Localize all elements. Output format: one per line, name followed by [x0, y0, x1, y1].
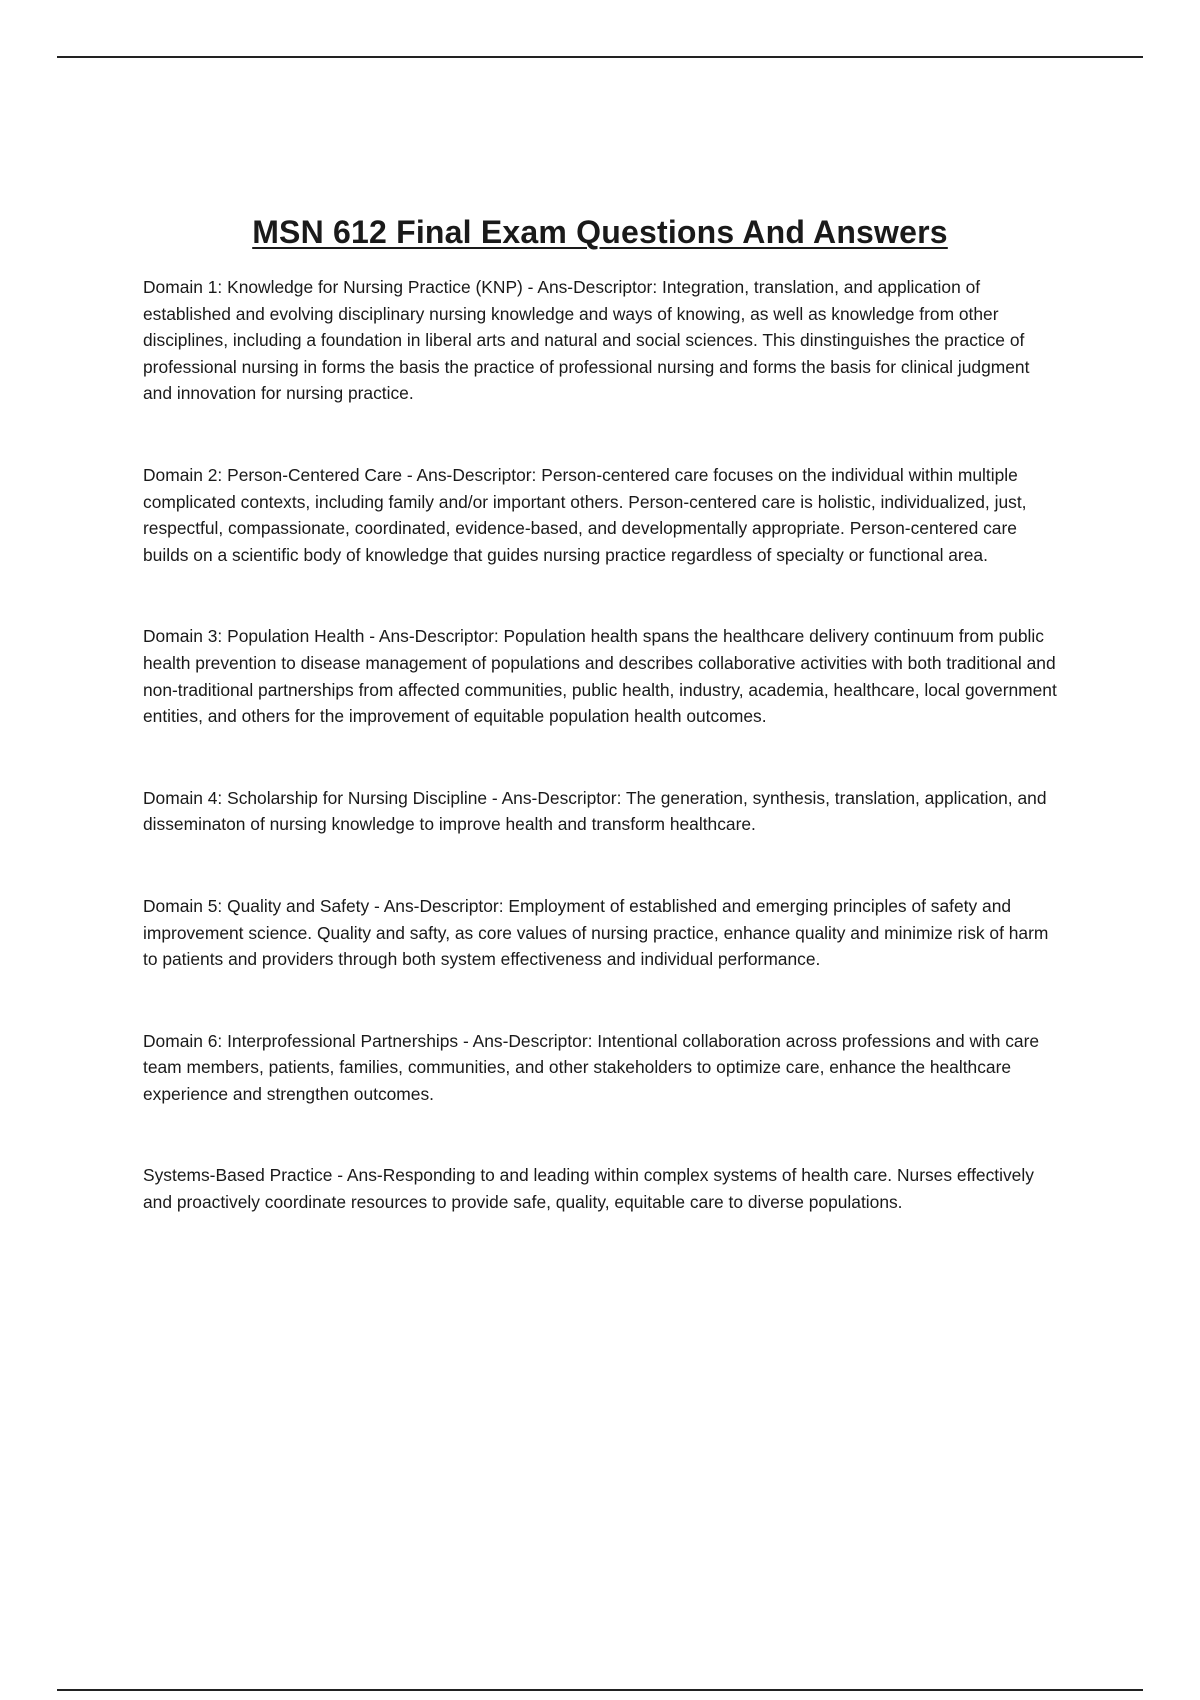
- page-title: MSN 612 Final Exam Questions And Answers: [252, 214, 948, 250]
- entry-answer: Descriptor: Employment of established and emerging principles of safety and improvement science. Quality and safty, as core values of nursing practice, enhance quality and minimize risk of harm to patients and providers through both system effectiveness and individual performance.: [143, 895, 1049, 970]
- entry-answer: Descriptor: Population health spans the healthcare delivery continuum from public health prevention to disease management of populations and describes collaborative activities with both traditional and non-traditional partnerships from affected communities, public health, industry, academia, healthcare, local government entities, and others for the improvement of equitable population health outcomes.: [143, 626, 1057, 727]
- entry-answer: Descriptor: Integration, translation, and application of established and evolving disciplinary nursing knowledge and ways of knowing, as well as knowledge from other disciplines, including a foundation in liberal arts and natural and social sciences. This dinstinguishes the practice of professional nursing in forms the basis the practice of professional nursing and forms the basis for clinical judgment and innovation for nursing practice.: [143, 277, 1030, 404]
- header-rule: [57, 56, 1143, 58]
- entry-answer: Responding to and leading within complex systems of health care. Nurses effectively and proactively coordinate resources to provide safe, quality, equitable care to diverse populations.: [143, 1165, 1034, 1213]
- qa-entry-systems-based-practice: [143, 1162, 1063, 1215]
- entry-term: Domain 5: Quality and Safety - Ans-: [143, 895, 420, 916]
- qa-entry-domain-1: [143, 274, 1063, 407]
- entry-answer: Descriptor: Intentional collaboration across professions and with care team members, patients, families, communities, and other stakeholders to optimize care, enhance the healthcare experience and strengthen outcomes.: [143, 1030, 1040, 1104]
- entry-term: Systems-Based Practice - Ans-: [143, 1165, 383, 1186]
- entry-term: Domain 6: Interprofessional Partnerships - Ans-: [143, 1030, 509, 1051]
- qa-entry-domain-4: [143, 785, 1063, 838]
- qa-entry-domain-5: [143, 893, 1063, 973]
- entry-answer: Descriptor: Person-centered care focuses on the individual within multiple complicated contexts, including family and/or important others. Person-centered care is holistic, individualized, just, respectful, compassionate, coordinated, evidence-based, and developmentally appropriate. Person-centered care builds on a scientific body of knowledge that guides nursing practice regardless of specialty or functional area.: [143, 464, 1027, 565]
- entry-term: Domain 2: Person-Centered Care - Ans-: [143, 464, 453, 485]
- entry-answer: Descriptor: The generation, synthesis, translation, application, and disseminaton of nursing knowledge to improve health and transform healthcare.: [143, 787, 1047, 835]
- entry-term: Domain 1: Knowledge for Nursing Practice (KNP) - Ans-: [143, 277, 574, 297]
- qa-list: [143, 274, 1063, 1271]
- qa-entry-domain-3: [143, 623, 1063, 729]
- qa-entry-domain-6: [143, 1028, 1063, 1108]
- qa-entry-domain-2: [143, 462, 1063, 568]
- footer-rule: [57, 1689, 1143, 1691]
- entry-term: Domain 4: Scholarship for Nursing Discipline - Ans-: [143, 787, 538, 808]
- entry-term: Domain 3: Population Health - Ans-: [143, 626, 415, 647]
